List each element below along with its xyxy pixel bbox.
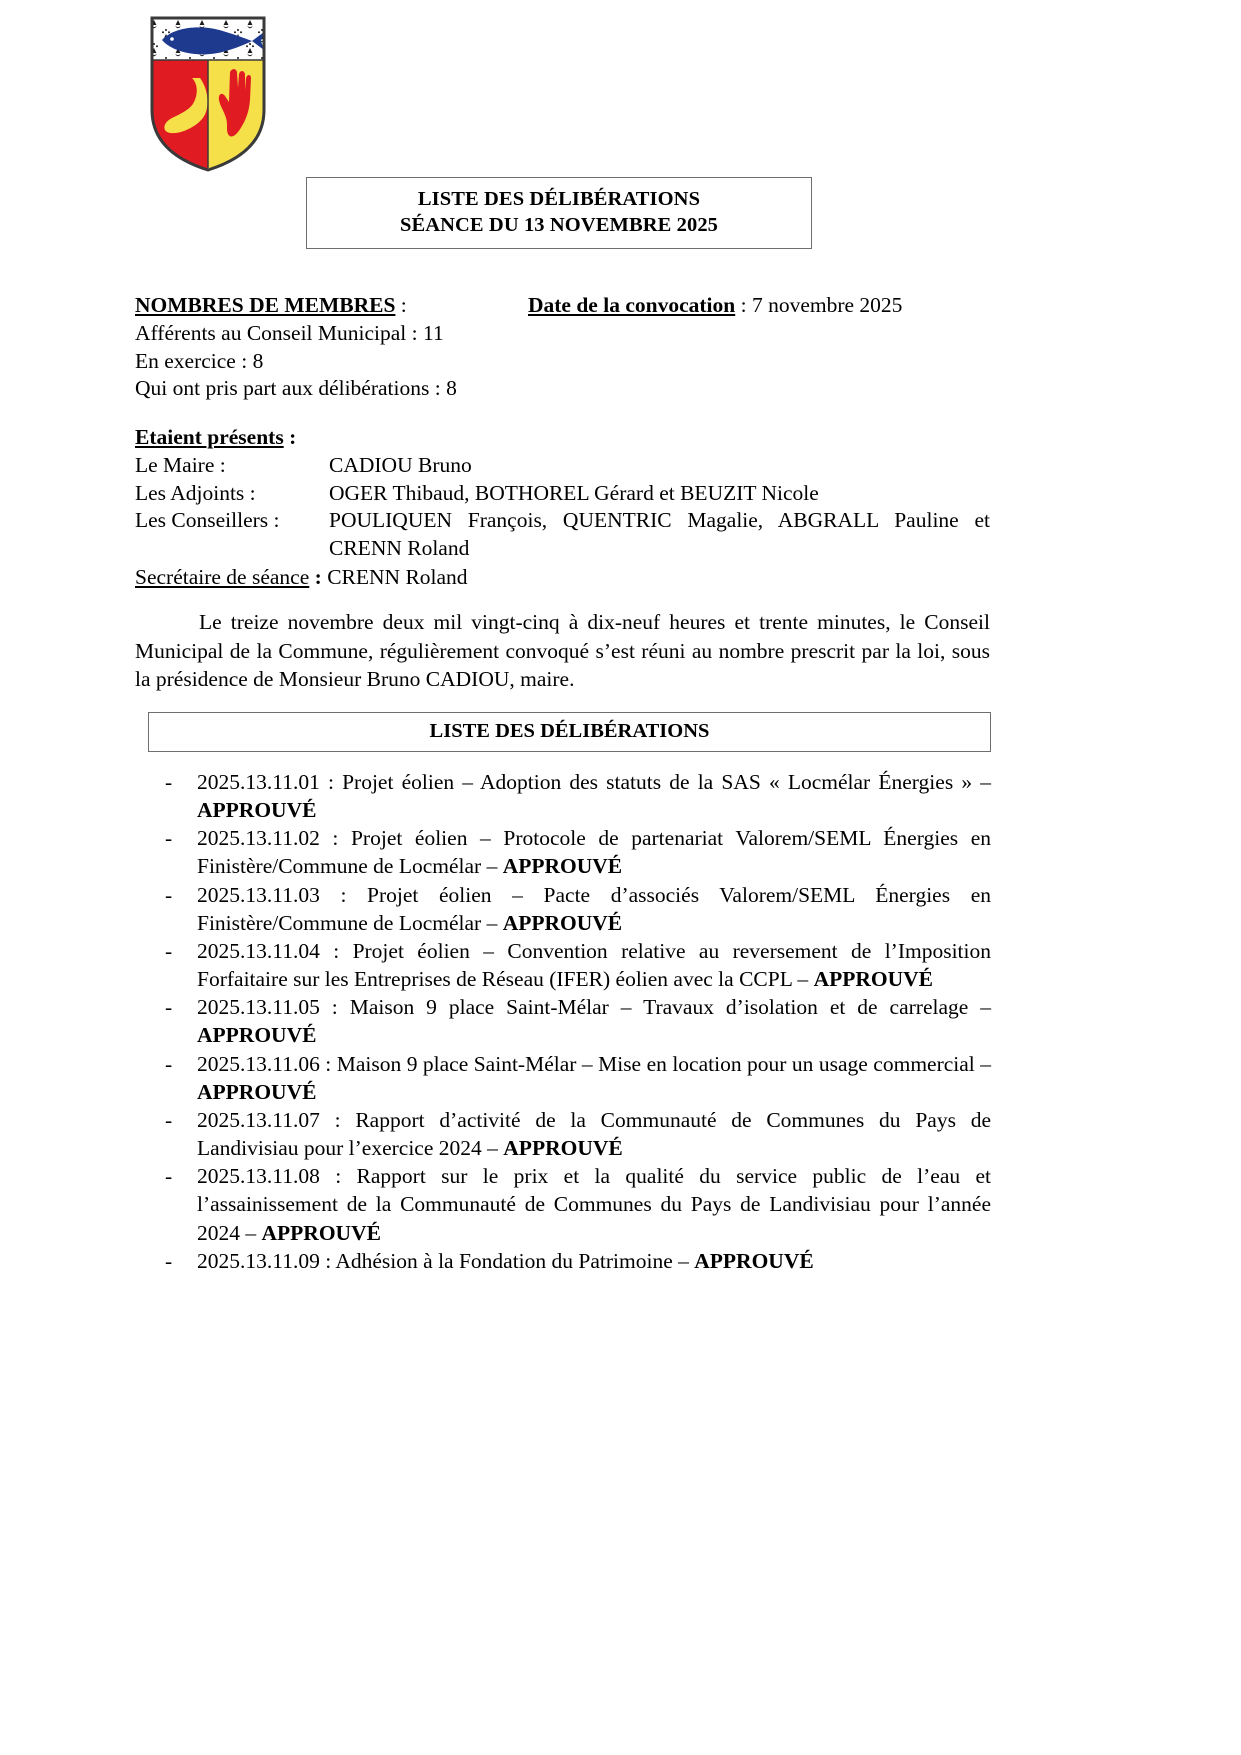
deliberation-body: : Maison 9 place Saint-Mélar – Mise en location pour un usage commercial –: [319, 1051, 991, 1076]
attendance-role-label: Le Maire :: [135, 452, 226, 477]
narrative-paragraph: Le treize novembre deux mil vingt-cinq à dix-neuf heures et trente minutes, le Conseil Municipal de la Commune, régulièrement convoqué s’est réuni au nombre prescrit par la loi, sous la présidence de Monsieur Bruno CADIOU, maire.: [135, 610, 990, 692]
members-line-participants: Qui ont pris part aux délibérations : 8: [135, 376, 457, 401]
list-item: [135, 1106, 991, 1162]
deliberation-body: : Rapport d’activité de la Communauté de Communes du Pays de Landivisiau pour l’exercice 2024 –: [197, 1107, 991, 1161]
secretary-row: [135, 564, 990, 592]
list-bullet: -: [165, 1164, 173, 1189]
deliberation-text: [197, 824, 991, 880]
attendance-role-value: OGER Thibaud, BOTHOREL Gérard et BEUZIT Nicole: [329, 480, 819, 505]
status-badge: APPROUVÉ: [197, 1079, 317, 1104]
list-item: [135, 1162, 991, 1246]
deliberation-ref: 2025.13.11.01: [197, 770, 320, 794]
deliberation-ref: 2025.13.11.02: [197, 826, 320, 851]
status-badge: APPROUVÉ: [502, 854, 623, 879]
convocation-value: : 7 novembre 2025: [735, 293, 903, 317]
convocation-label: Date de la convocation: [528, 293, 736, 317]
list-item: [135, 768, 991, 824]
deliberations-header-box: LISTE DES DÉLIBÉRATIONS: [148, 712, 991, 752]
deliberation-ref: 2025.13.11.08: [197, 1164, 320, 1189]
status-badge: APPROUVÉ: [503, 1136, 623, 1161]
deliberation-body: : Projet éolien – Convention relative au reversement de l’Imposition Forfaitaire sur les Entreprises de Réseau (IFER) éolien avec la CCPL –: [197, 938, 991, 992]
list-bullet: -: [165, 882, 173, 907]
list-bullet: -: [165, 1051, 173, 1076]
table-row: [135, 507, 990, 535]
deliberation-body: : Adhésion à la Fondation du Patrimoine –: [319, 1248, 695, 1273]
attendance-heading-row: [135, 424, 990, 452]
attendance-block: [135, 424, 990, 592]
deliberation-text: [197, 937, 991, 993]
deliberation-ref: 2025.13.11.05: [197, 995, 320, 1020]
members-heading-colon: :: [395, 293, 407, 317]
attendance-role-label: [135, 535, 329, 563]
deliberation-ref: 2025.13.11.03: [197, 882, 320, 907]
list-bullet: -: [165, 938, 173, 963]
attendance-heading: Etaient présents: [135, 425, 284, 449]
deliberation-body: : Projet éolien – Protocole de partenariat Valorem/SEML Énergies en Finistère/Commune de Locmélar –: [197, 826, 991, 879]
status-badge: APPROUVÉ: [197, 798, 317, 823]
secretary-label: Secrétaire de séance: [135, 565, 310, 590]
list-bullet: -: [165, 995, 173, 1020]
shield-icon: [148, 14, 268, 174]
attendance-role-value: POULIQUEN François, QUENTRIC Magalie, ABGRALL Pauline et: [329, 508, 990, 533]
table-row: [135, 480, 990, 508]
deliberation-body: : Projet éolien – Adoption des statuts de la SAS « Locmélar Énergies » –: [319, 770, 991, 794]
table-row: [135, 535, 990, 563]
deliberation-text: [197, 1247, 991, 1275]
deliberation-text: [197, 1162, 991, 1246]
convocation-block: [528, 292, 902, 320]
deliberation-body: : Rapport sur le prix et la qualité du service public de l’eau et l’assainissement de la Communauté de Communes du Pays de Landivisiau pour l’année 2024 –: [197, 1164, 991, 1245]
title-line-1: LISTE DES DÉLIBÉRATIONS: [417, 188, 701, 210]
list-item: [135, 1247, 991, 1275]
table-row: [135, 452, 990, 480]
list-item: [135, 824, 991, 880]
deliberation-body: : Maison 9 place Saint-Mélar – Travaux d’isolation et de carrelage –: [319, 995, 991, 1020]
title-line-2: SÉANCE DU 13 NOVEMBRE 2025: [399, 214, 719, 237]
deliberation-text: [197, 993, 991, 1049]
secretary-value: CRENN Roland: [327, 565, 468, 590]
deliberation-ref: 2025.13.11.06: [197, 1051, 320, 1076]
status-badge: APPROUVÉ: [502, 910, 623, 935]
members-heading: NOMBRES DE MEMBRES: [135, 293, 396, 317]
list-bullet: -: [165, 826, 173, 851]
list-bullet: -: [165, 1107, 173, 1132]
coat-of-arms: [148, 14, 268, 174]
list-item: [135, 881, 991, 937]
attendance-role-label: Les Adjoints :: [135, 480, 256, 505]
deliberation-text: [197, 1106, 991, 1162]
members-line-afferents: Afférents au Conseil Municipal : 11: [135, 320, 444, 345]
attendance-role-label: Les Conseillers :: [135, 508, 280, 533]
list-bullet: -: [165, 770, 173, 794]
deliberation-text: [197, 1050, 991, 1106]
list-item: [135, 993, 991, 1049]
deliberation-ref: 2025.13.11.09: [197, 1248, 320, 1273]
attendance-table: [135, 452, 990, 563]
status-badge: APPROUVÉ: [813, 967, 933, 992]
status-badge: APPROUVÉ: [694, 1248, 814, 1273]
status-badge: APPROUVÉ: [261, 1220, 381, 1245]
attendance-role-value: CADIOU Bruno: [329, 452, 472, 477]
deliberation-ref: 2025.13.11.04: [197, 938, 320, 963]
attendance-heading-colon: :: [283, 425, 297, 449]
deliberation-text: [197, 768, 991, 824]
deliberation-ref: 2025.13.11.07: [197, 1107, 320, 1132]
attendance-role-value-cont: CRENN Roland: [329, 536, 470, 561]
deliberations-list: [135, 768, 991, 1275]
deliberation-body: : Projet éolien – Pacte d’associés Valorem/SEML Énergies en Finistère/Commune de Locmélar –: [197, 882, 991, 935]
deliberation-text: [197, 881, 991, 937]
members-line-exercice: En exercice : 8: [135, 348, 264, 373]
list-bullet: -: [165, 1248, 173, 1273]
list-item: [135, 1050, 991, 1106]
list-item: [135, 937, 991, 993]
status-badge: APPROUVÉ: [197, 1023, 317, 1048]
document-title-box: [306, 177, 812, 249]
secretary-colon: :: [309, 565, 328, 590]
